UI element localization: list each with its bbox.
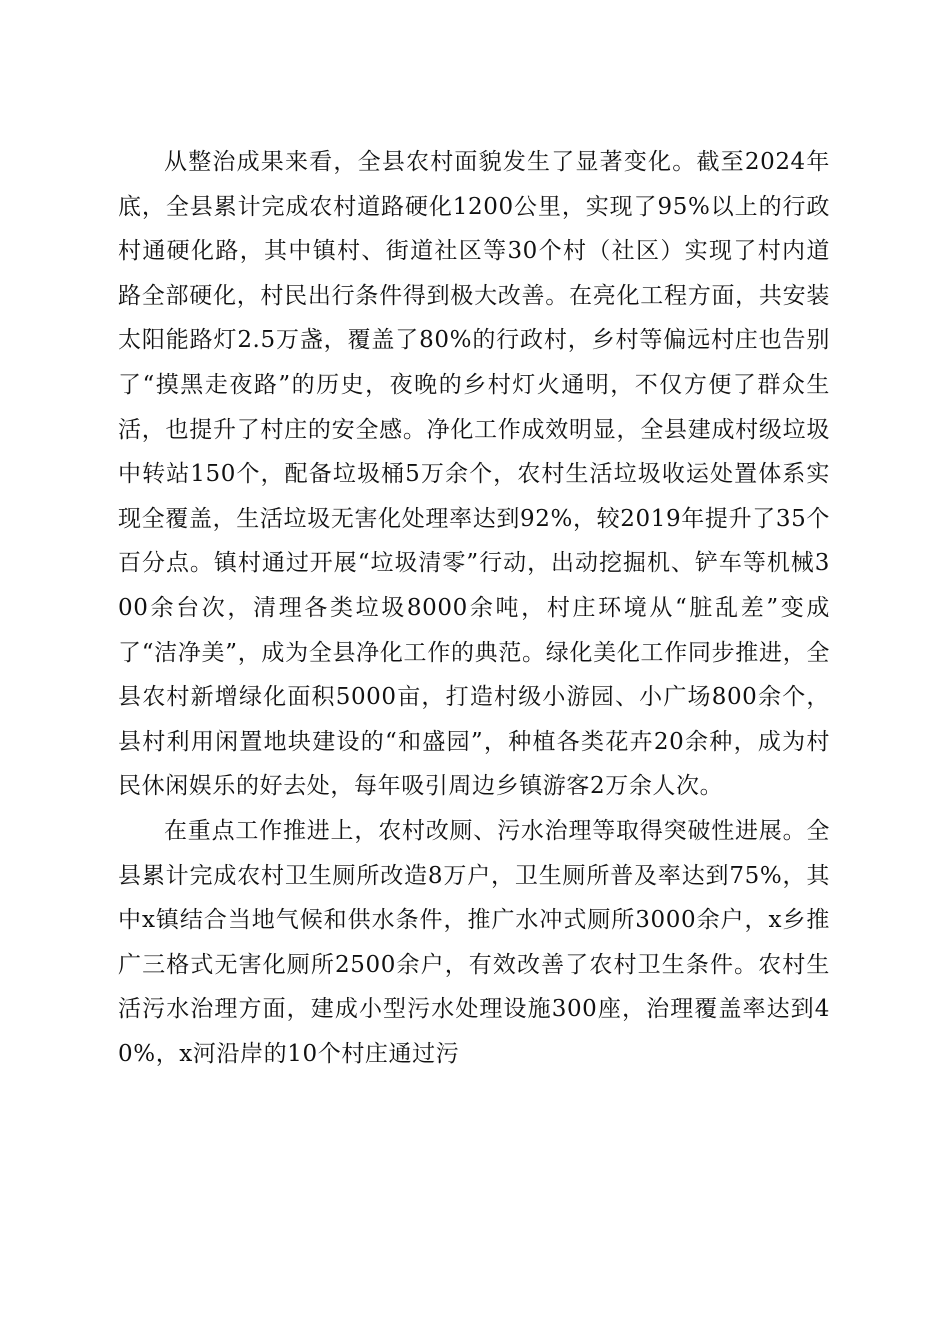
paragraph-remediation-results: 从整治成果来看，全县农村面貌发生了显著变化。截至2024年底，全县累计完成农村道路硬化1200公里，实现了95%以上的行政村通硬化路，其中镇村、街道社区等30个村（社区）实现了村内道路全部硬化，村民出行条件得到极大改善。在亮化工程方面，共安装太阳能路灯2.5万盏，覆盖了80%的行政村，乡村等偏远村庄也告别了“摸黑走夜路”的历史，夜晚的乡村灯火通明，不仅方便了群众生活，也提升了村庄的安全感。净化工作成效明显，全县建成村级垃圾中转站150个，配备垃圾桶5万余个，农村生活垃圾收运处置体系实现全覆盖，生活垃圾无害化处理率达到92%，较2019年提升了35个百分点。镇村通过开展“垃圾清零”行动，出动挖掘机、铲车等机械300余台次，清理各类垃圾8000余吨，村庄环境从“脏乱差”变成了“洁净美”，成为全县净化工作的典范。绿化美化工作同步推进，全县农村新增绿化面积5000亩，打造村级小游园、小广场800余个，县村利用闲置地块建设的“和盛园”，种植各类花卉20余种，成为村民休闲娱乐的好去处，每年吸引周边乡镇游客2万余人次。	[118, 149, 830, 800]
document-body	[118, 140, 830, 1076]
paragraph-key-work-progress: 在重点工作推进上，农村改厕、污水治理等取得突破性进展。全县累计完成农村卫生厕所改造8万户，卫生厕所普及率达到75%，其中x镇结合当地气候和供水条件，推广水冲式厕所3000余户，x乡推广三格式无害化厕所2500余户，有效改善了农村卫生条件。农村生活污水治理方面，建成小型污水处理设施300座，治理覆盖率达到40%，x河沿岸的10个村庄通过污	[118, 817, 830, 1067]
